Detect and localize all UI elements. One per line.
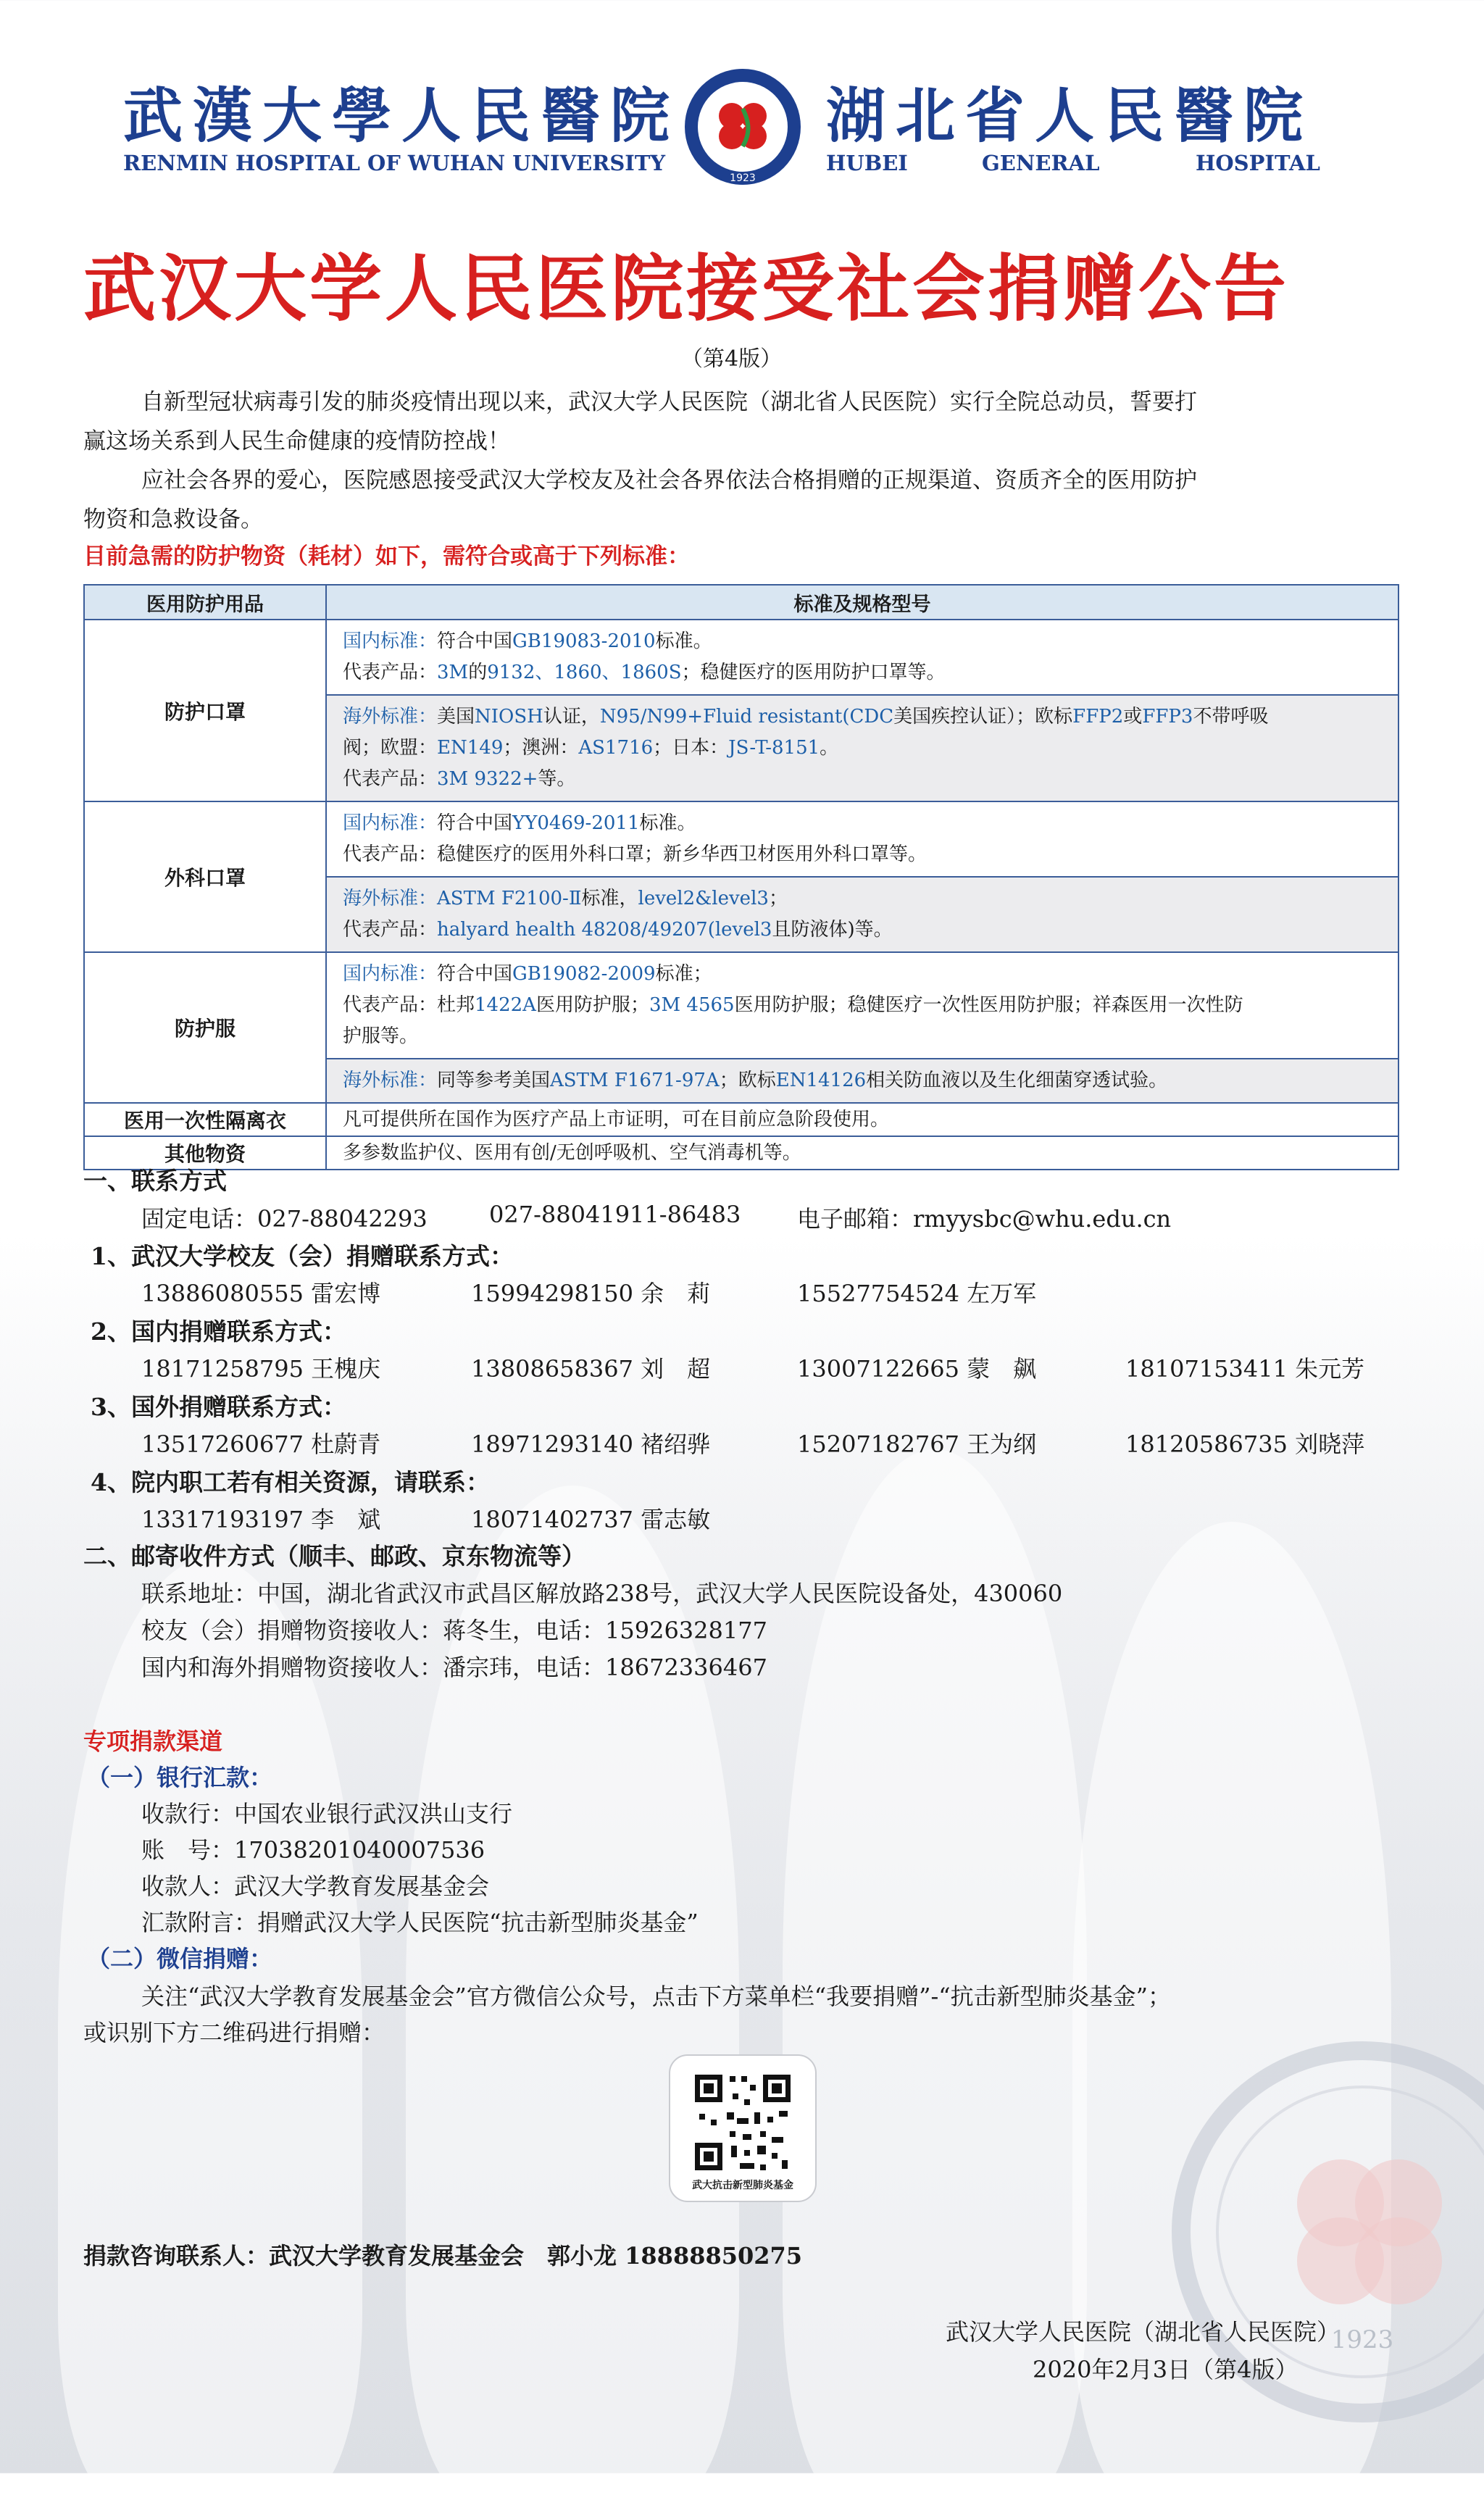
edition-label: （第4版） bbox=[681, 346, 783, 372]
standards-table bbox=[83, 584, 1399, 1170]
table-header-standard: 标准及规格型号 bbox=[326, 585, 1398, 620]
contact-person: 13808658367 刘 超 bbox=[471, 1355, 711, 1383]
standard-line bbox=[343, 626, 1382, 657]
row-category: 防护口罩 bbox=[84, 620, 326, 801]
standard-text: 3M bbox=[437, 662, 469, 683]
contact-person: 15207182767 王为纲 bbox=[797, 1430, 1037, 1458]
hospital-en-right-3: HOSPITAL bbox=[1196, 151, 1320, 175]
phone-2: 027-88041911-86483 bbox=[489, 1201, 741, 1228]
hospital-en-right-1: HUBEI bbox=[826, 151, 908, 175]
standard-text: ASTM F1671-97A bbox=[550, 1070, 720, 1091]
contact-person: 15994298150 余 莉 bbox=[471, 1280, 711, 1307]
domestic-standard bbox=[326, 801, 1398, 877]
contact-person: 15527754524 左万军 bbox=[797, 1280, 1037, 1307]
contact-person: 18171258795 王槐庆 bbox=[141, 1355, 381, 1383]
standard-text: 1422A bbox=[475, 994, 536, 1016]
standard-text: 代表产品： bbox=[343, 919, 438, 941]
standard-text: 等。 bbox=[538, 768, 576, 790]
standard-text: 符合中国 bbox=[437, 963, 513, 985]
standard-text: 9132、1860、1860S bbox=[487, 662, 682, 683]
standard-text: 国内标准： bbox=[343, 812, 438, 834]
overseas-standard bbox=[326, 695, 1398, 801]
standard-text: 。 bbox=[820, 737, 839, 759]
standard-line bbox=[343, 990, 1382, 1021]
standard-text: 代表产品： bbox=[343, 768, 438, 790]
footer-org: 武汉大学人民医院（湖北省人民医院） bbox=[946, 2318, 1341, 2346]
standard-text: 海外标准： bbox=[343, 1070, 438, 1091]
standard-text: 海外标准： bbox=[343, 706, 438, 728]
standard-text: 代表产品： bbox=[343, 662, 438, 683]
standard-text: 标准； bbox=[655, 963, 712, 985]
standard-text: 护服等。 bbox=[343, 1025, 419, 1047]
standard-text: 认证， bbox=[543, 706, 600, 728]
wechat-line-2: 或识别下方二维码进行捐赠： bbox=[83, 2019, 385, 2046]
overseas-standard bbox=[326, 1059, 1398, 1103]
row-standard: 凡可提供所在国作为医疗产品上市证明，可在目前应急阶段使用。 bbox=[326, 1103, 1398, 1136]
standard-line bbox=[343, 914, 1382, 946]
standard-text: ； bbox=[768, 888, 788, 909]
standard-text: 标准。 bbox=[655, 630, 712, 652]
standard-text: 美国 bbox=[437, 706, 475, 728]
standard-text: 国内标准： bbox=[343, 630, 438, 652]
contact-person: 13007122665 蒙 飙 bbox=[797, 1355, 1037, 1383]
qr-code-card[interactable] bbox=[669, 2054, 817, 2202]
standard-text: 同等参考美国 bbox=[437, 1070, 551, 1091]
table-header-item: 医用防护用品 bbox=[84, 585, 326, 620]
standard-text: YY0469-2011 bbox=[512, 812, 640, 834]
hospital-en-left: RENMIN HOSPITAL OF WUHAN UNIVERSITY bbox=[123, 151, 666, 175]
bank-name: 收款行：中国农业银行武汉洪山支行 bbox=[141, 1800, 513, 1828]
footer-date: 2020年2月3日（第4版） bbox=[1033, 2356, 1298, 2383]
row-category: 医用一次性隔离衣 bbox=[84, 1103, 326, 1136]
intro-line-2: 赢这场关系到人民生命健康的疫情防控战！ bbox=[83, 428, 510, 454]
overseas-standard bbox=[326, 877, 1398, 952]
standard-text: EN149 bbox=[437, 737, 504, 759]
row-category: 其他物资 bbox=[84, 1136, 326, 1170]
contact-group-title: 3、国外捐赠联系方式： bbox=[91, 1393, 346, 1421]
table-row bbox=[84, 1136, 1398, 1170]
intro-text bbox=[83, 383, 1402, 539]
standard-text: AS1716 bbox=[578, 737, 654, 759]
standard-text: ；澳洲： bbox=[503, 737, 579, 759]
domestic-standard bbox=[326, 952, 1398, 1059]
standard-line bbox=[343, 1021, 1382, 1052]
standard-text: GB19082-2009 bbox=[512, 963, 656, 985]
row-standard: 多参数监护仪、医用有创/无创呼吸机、空气消毒机等。 bbox=[326, 1136, 1398, 1170]
standard-line bbox=[343, 959, 1382, 990]
hospital-en-right-2: GENERAL bbox=[982, 151, 1100, 175]
contact-person: 13517260677 杜蔚青 bbox=[141, 1430, 381, 1458]
table-header-row bbox=[84, 585, 1398, 620]
phone-1: 固定电话：027-88042293 bbox=[141, 1205, 428, 1233]
standard-line bbox=[343, 808, 1382, 839]
standard-line bbox=[343, 733, 1382, 764]
standard-text: EN14126 bbox=[775, 1070, 867, 1091]
wechat-line-1: 关注“武汉大学教育发展基金会”官方微信公众号，点击下方菜单栏“我要捐赠”-“抗击新型肺炎基金”； bbox=[141, 1983, 1171, 2010]
standard-text: 符合中国 bbox=[437, 812, 513, 834]
bank-payee: 收款人：武汉大学教育发展基金会 bbox=[141, 1872, 490, 1900]
mail-domestic: 国内和海外捐赠物资接收人：潘宗玮，电话：18672336467 bbox=[141, 1654, 767, 1681]
standard-text: 海外标准： bbox=[343, 888, 438, 909]
table-row bbox=[84, 620, 1398, 695]
domestic-standard bbox=[326, 620, 1398, 695]
standard-text: FFP2 bbox=[1072, 706, 1124, 728]
watermark-year: 1923 bbox=[1330, 2325, 1394, 2354]
standard-line bbox=[343, 839, 1382, 870]
qr-caption: 武大抗击新型肺炎基金 bbox=[692, 2180, 793, 2191]
standard-text: JS-T-8151 bbox=[728, 737, 820, 759]
standard-line bbox=[343, 701, 1382, 733]
standard-text: 3M 4565 bbox=[649, 994, 735, 1016]
standard-text: 的 bbox=[468, 662, 488, 683]
hospital-name-left: 武漢大學人民醫院 bbox=[123, 81, 680, 151]
standard-text: 代表产品：杜邦 bbox=[343, 994, 475, 1016]
email: 电子邮箱：rmyysbc@whu.edu.cn bbox=[797, 1205, 1172, 1233]
standard-text: 医用防护服；稳健医疗一次性医用防护服；祥森医用一次性防 bbox=[734, 994, 1243, 1016]
contact-person: 18107153411 朱元芳 bbox=[1125, 1355, 1365, 1383]
mail-alumni: 校友（会）捐赠物资接收人：蒋冬生，电话：15926328177 bbox=[141, 1617, 767, 1644]
contact-person: 18971293140 褚绍骅 bbox=[471, 1430, 711, 1458]
standard-text: 标准。 bbox=[639, 812, 696, 834]
table-row bbox=[84, 1103, 1398, 1136]
standard-text: NIOSH bbox=[475, 706, 543, 728]
consult-contact: 捐款咨询联系人：武汉大学教育发展基金会 郭小龙 18888850275 bbox=[83, 2242, 803, 2270]
standard-text: 且防液体)等。 bbox=[772, 919, 893, 941]
standard-text: halyard health 48208/49207(level3 bbox=[437, 919, 772, 941]
standard-text: ；日本： bbox=[653, 737, 729, 759]
intro-line-3: 应社会各界的爱心，医院感恩接受武汉大学校友及社会各界依法合格捐赠的正规渠道、资质齐全的医用防护 bbox=[141, 467, 1197, 493]
standard-text: 国内标准： bbox=[343, 963, 438, 985]
intro-line-1: 自新型冠状病毒引发的肺炎疫情出现以来，武汉大学人民医院（湖北省人民医院）实行全院总动员，誓要打 bbox=[141, 389, 1197, 415]
contact-group-title: 1、武汉大学校友（会）捐赠联系方式： bbox=[91, 1242, 514, 1270]
page-title: 武汉大学人民医院接受社会捐赠公告 bbox=[83, 246, 1289, 331]
contact-person: 18120586735 刘晓萍 bbox=[1125, 1430, 1365, 1458]
contact-group-title: 4、院内职工若有相关资源，请联系： bbox=[91, 1468, 490, 1496]
standard-text: 美国疾控认证）；欧标 bbox=[893, 706, 1073, 728]
mail-heading: 二、邮寄收件方式（顺丰、邮政、京东物流等） bbox=[83, 1542, 585, 1570]
intro-line-4: 物资和急救设备。 bbox=[83, 507, 263, 533]
contacts-heading: 一、联系方式 bbox=[83, 1167, 227, 1195]
table-row bbox=[84, 801, 1398, 877]
wechat-heading: （二）微信捐赠： bbox=[87, 1945, 273, 1972]
standard-line bbox=[343, 1065, 1382, 1096]
contact-group-title: 2、国内捐赠联系方式： bbox=[91, 1317, 346, 1346]
hospital-name-right: 湖北省人民醫院 bbox=[826, 81, 1314, 151]
row-category: 防护服 bbox=[84, 952, 326, 1103]
bank-heading: （一）银行汇款： bbox=[87, 1764, 273, 1791]
row-category: 外科口罩 bbox=[84, 801, 326, 952]
standard-text: 3M 9322+ bbox=[437, 768, 538, 790]
standard-text: ；稳健医疗的医用防护口罩等。 bbox=[681, 662, 946, 683]
standard-text: 标准， bbox=[581, 888, 638, 909]
standard-text: 符合中国 bbox=[437, 630, 513, 652]
standard-text: GB19083-2010 bbox=[512, 630, 656, 652]
standard-text: ASTM F2100-Ⅱ bbox=[437, 888, 582, 909]
bank-note: 汇款附言：捐赠武汉大学人民医院“抗击新型肺炎基金” bbox=[141, 1909, 699, 1936]
contact-person: 18071402737 雷志敏 bbox=[471, 1506, 711, 1533]
standard-text: N95/N99+Fluid resistant(CDC bbox=[599, 706, 894, 728]
table-body bbox=[84, 620, 1398, 1170]
logo-year: 1923 bbox=[730, 172, 756, 184]
fund-heading: 专项捐款渠道 bbox=[83, 1728, 223, 1755]
standard-line bbox=[343, 764, 1382, 795]
standard-text: 阀；欧盟： bbox=[343, 737, 438, 759]
standard-text: level2&level3 bbox=[638, 888, 769, 909]
standard-text: 或 bbox=[1123, 706, 1143, 728]
standard-text: 不带呼吸 bbox=[1193, 706, 1269, 728]
mail-address: 联系地址：中国，湖北省武汉市武昌区解放路238号，武汉大学人民医院设备处，430060 bbox=[141, 1580, 1063, 1607]
bank-account: 账 号：17038201040007536 bbox=[141, 1836, 485, 1864]
standard-text: 代表产品：稳健医疗的医用外科口罩；新乡华西卫材医用外科口罩等。 bbox=[343, 843, 928, 865]
standard-text: 相关防血液以及生化细菌穿透试验。 bbox=[866, 1070, 1168, 1091]
standard-text: ；欧标 bbox=[719, 1070, 776, 1091]
table-row bbox=[84, 952, 1398, 1059]
urgent-heading: 目前急需的防护物资（耗材）如下，需符合或高于下列标准： bbox=[83, 543, 690, 570]
contact-person: 13886080555 雷宏博 bbox=[141, 1280, 381, 1307]
standard-line bbox=[343, 657, 1382, 688]
standard-text: 医用防护服； bbox=[535, 994, 649, 1016]
standard-line bbox=[343, 883, 1382, 914]
standard-text: FFP3 bbox=[1142, 706, 1193, 728]
hospital-logo bbox=[681, 65, 804, 188]
contact-person: 13317193197 李 斌 bbox=[141, 1506, 381, 1533]
